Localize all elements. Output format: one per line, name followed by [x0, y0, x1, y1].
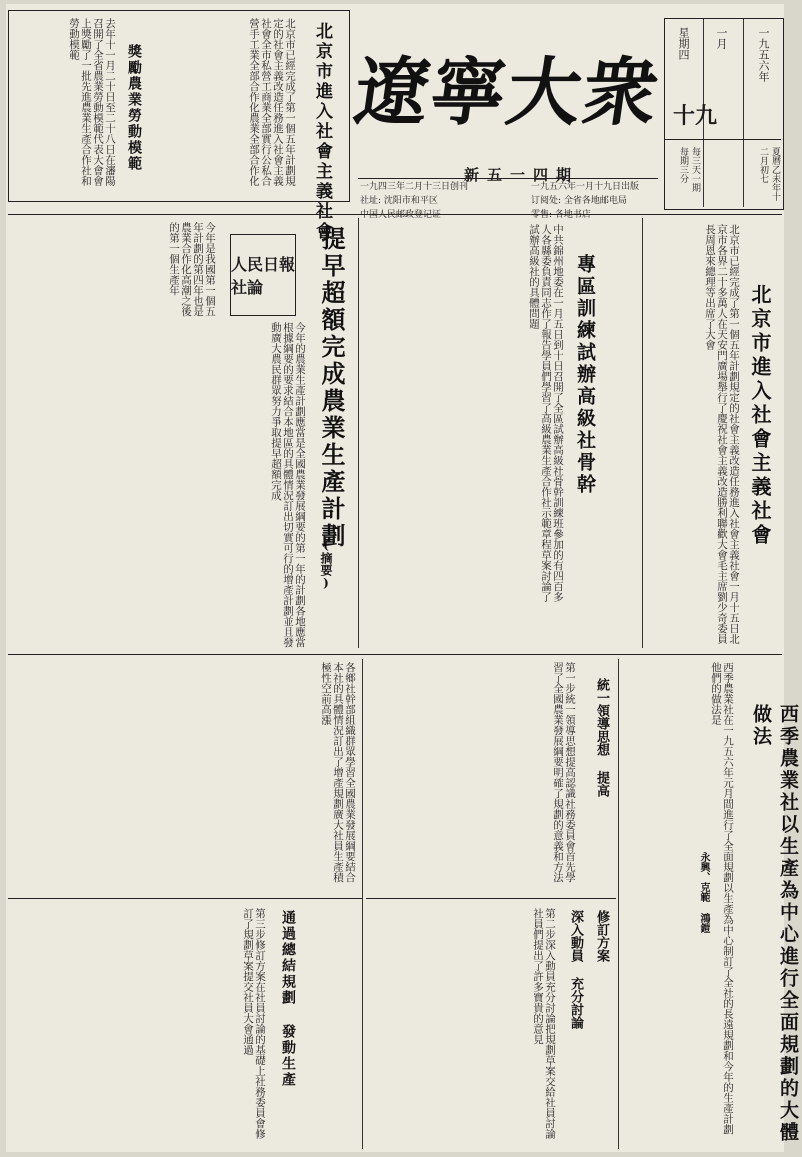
- lower-center-body-1: 第一步統一領導思想提高認識社務委員會首先學習了全國農業發展綱要明確了規劃的意義和方法: [552, 662, 576, 883]
- planning-byline: 永興、克範 鴻鎧: [698, 852, 709, 933]
- lower-left-headline: 通過總結規劃 發動生產: [280, 910, 296, 1088]
- masthead-title: 遼寧大衆: [349, 50, 666, 136]
- lower-center-headline-3: 深入動員 充分討論: [568, 910, 583, 1029]
- info-line: 零售: 各地书店: [531, 210, 591, 220]
- info-line: 社址: 沈阳市和平区: [360, 196, 438, 206]
- info-line: 订阅处: 全省各地邮电局: [531, 196, 627, 206]
- training-body: 中共錦州地委在一月五日到十日召開了全區試辦高級社骨幹訓練班參加的有四百多人各縣委負責同志作了報告學員們學習了高級農業生產合作社示範章程草案討論了試辦高級社的具體問題: [528, 224, 564, 602]
- lead-body: 北京市已經完成了第一個五年計劃規定的社會主義改造任務進入社會主義社會一月十五日北京市各界二十多萬人在天安門廣場舉行了慶祝社會主義改造勝利聯歡大會毛主席劉少奇委員長周恩來總理等出席了大會: [704, 224, 740, 644]
- lower-center-body-2: 第二步深入動員充分討論把規劃草案交給社員討論社員們提出了許多寶貴的意見: [532, 908, 556, 1139]
- editorial-subhead: (摘要): [319, 538, 333, 590]
- date-year: 一九五六年: [757, 27, 770, 82]
- lower-center-headline-2: 修訂方案: [594, 910, 609, 962]
- planning-body: 西季農業社在一九五六年元月間進行了全面規劃以生產為中心制訂了全社的長遠規劃和今年的生產計劃他們的做法是: [710, 662, 734, 1135]
- training-headline: 專區訓練試辦高級社骨幹: [574, 254, 596, 496]
- publication-info-right: [531, 180, 681, 222]
- top-left-story2-headline: 獎勵農業勞動模範: [126, 44, 142, 172]
- top-left-body: 北京市已經完成了第一個五年計劃規定的社會主義改造任務進入社會主義社會全市私營工商業全部實行公私合營手工業全部合作化農業全部合作化: [248, 18, 296, 186]
- editorial-badge: 人民日報社論: [230, 234, 296, 316]
- date-schedule: 每三天一期 每期三分: [678, 147, 700, 192]
- date-month: 一月: [715, 27, 728, 49]
- lower-left-body-1: 各鄉社幹部組織群眾學習全國農業發展綱要結合本社的具體情況訂出了增產規劃廣大社員生產積極性空前高漲: [320, 662, 356, 883]
- planning-headline: 西季農業社以生產為中心進行全面規劃的大體做法: [750, 704, 799, 1144]
- editorial-intro: 今年是我國第一個五年計劃的第四年也是農業合作化高潮之後的第一個生產年: [168, 222, 216, 317]
- top-left-story2-body: 去年十一月二十日至二十八日在瀋陽召開了全省農業勞動模範代表大會會上獎勵了一批先進農業生產合作社和勞動模範: [68, 18, 116, 186]
- lower-center-headline-1: 統一領導思想 提高: [594, 678, 609, 797]
- lead-headline: 北京市進入社會主義社會: [748, 284, 772, 548]
- info-line: 一九四三年二月十三日创刊: [360, 182, 469, 192]
- top-left-headline: 北京市進入社會主義社會: [312, 22, 332, 242]
- newspaper-page: [6, 4, 799, 1152]
- date-lunar: 夏曆乙未年十二月初七: [758, 147, 780, 201]
- date-weekday: 星期四: [677, 27, 690, 60]
- editorial-body: 今年的農業生產計劃應當是全國農業發展綱要的第一年的計劃各地應當根據綱要的要求結合本地區的具體情況訂出切實可行的增產計劃並且發動廣大農民群眾努力爭取提早超額完成: [270, 322, 306, 648]
- date-day: 十九: [672, 103, 718, 129]
- issue-number: 新五一四期: [464, 166, 580, 184]
- info-line: 中国人民邮政登记证: [360, 210, 442, 220]
- date-box: [664, 18, 784, 210]
- info-line: 一九五六年一月十九日出版: [531, 182, 640, 192]
- lower-left-body-2: 第三步修訂方案在社員討論的基礎上社務委員會修訂了規劃草案提交社員大會通過: [242, 908, 266, 1139]
- masthead-rule: [358, 178, 658, 179]
- editorial-headline: 提早超額完成農業生產計劃: [317, 226, 346, 550]
